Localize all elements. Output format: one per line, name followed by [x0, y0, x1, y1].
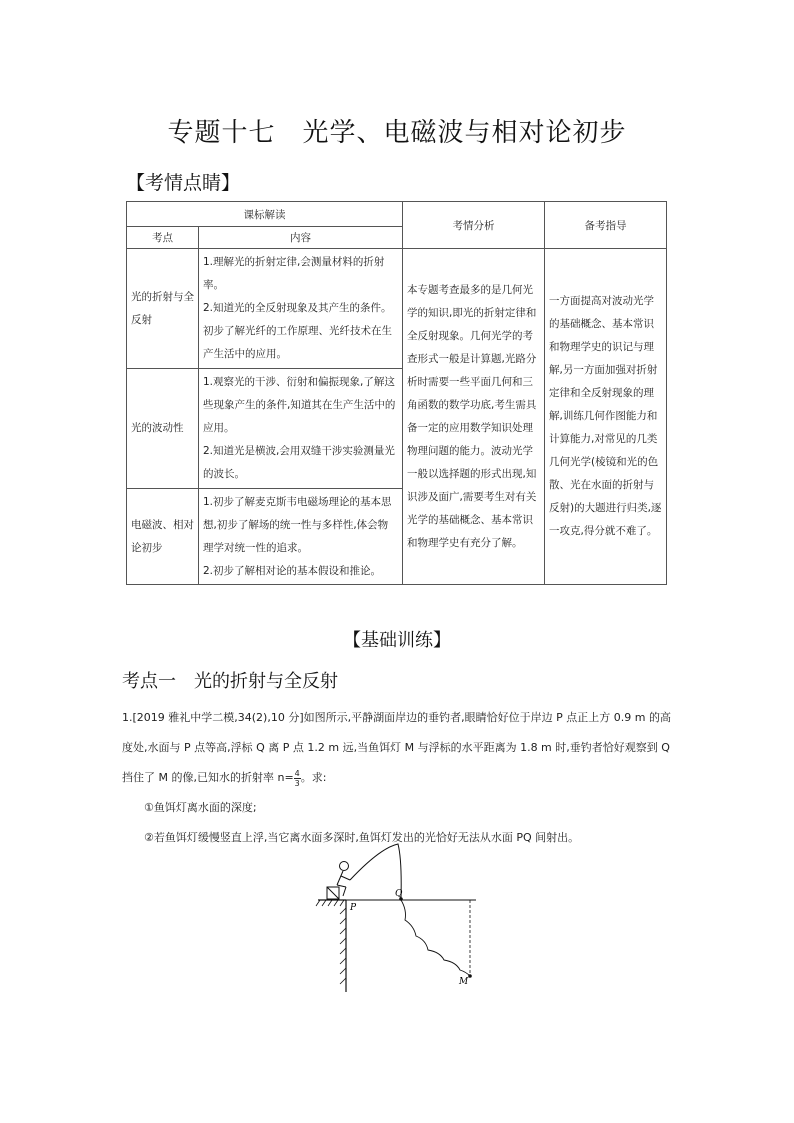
problem-stem [122, 703, 674, 793]
question-2: ②若鱼饵灯缓慢竖直上浮,当它离水面多深时,鱼饵灯发出的光恰好无法从水面 PQ 间射出。 [144, 831, 580, 844]
fraction-numerator: 4 [294, 768, 300, 778]
topic-cell-wave: 光的波动性 [127, 369, 199, 489]
refractive-index-fraction [294, 769, 301, 788]
content-cell-refraction [199, 249, 403, 369]
problem-stem-text: 1.[2019 雅礼中学二模,34(2),10 分]如图所示,平静湖面岸边的垂钓者,眼睛恰好位于岸边 P 点正上方 0.9 m 的高度处,水面与 P 点等高,浮标 Q 离 P 点 1.2 m 远,当鱼饵灯 M 与浮标的水平距离为 1.8 m 时,垂钓者恰好观察到 Q 挡住了 M 的像,已知水的折射率 n= [122, 711, 671, 784]
exam-analysis-table [126, 201, 667, 585]
label-q: Q [395, 889, 403, 899]
underwater-line [401, 900, 470, 976]
kaodian-heading: 考点一 光的折射与全反射 [122, 671, 338, 692]
label-p: P [350, 903, 357, 913]
analysis-header: 考情分析 [403, 202, 545, 249]
content-line: 2.知道光是横波,会用双缝干涉实验测量光的波长。 [203, 445, 395, 480]
content-line: 2.知道光的全反射现象及其产生的条件。初步了解光纤的工作原理、光纤技术在生产生活中的应用。 [203, 302, 392, 360]
content-cell-wave [199, 369, 403, 489]
fishing-diagram [310, 830, 490, 1000]
page-title: 专题十七 光学、电磁波与相对论初步 [167, 118, 627, 148]
ground-hatching [316, 900, 344, 906]
fishing-rod-line [350, 844, 401, 898]
fraction-denominator: 3 [294, 778, 300, 788]
topic-cell-em: 电磁波、相对论初步 [127, 489, 199, 585]
content-line: 1.观察光的干涉、衍射和偏振现象,了解这些现象产生的条件,知道其在生产生活中的应用。 [203, 376, 396, 434]
bank-hatching [340, 908, 346, 984]
question-1: ①鱼饵灯离水面的深度; [144, 801, 257, 814]
content-line: 2.初步了解相对论的基本假设和推论。 [203, 564, 382, 577]
guidance-cell: 一方面提高对波动光学的基础概念、基本常识和物理学史的识记与理解,另一方面加强对折射定律和全反射现象的理解,训练几何作图能力和计算能力,对常见的几类几何光学(棱镜和光的色散、光在水面的折射与反射)的大题进行归类,逐一攻克,得分就不难了。 [545, 249, 667, 585]
topic-cell-refraction: 光的折射与全反射 [127, 249, 199, 369]
section-heading: 【考情点睛】 [126, 172, 241, 194]
problem-stem-end: 。求: [300, 771, 327, 784]
content-cell-em [199, 489, 403, 585]
content-header: 内容 [199, 227, 403, 249]
training-heading: 【基础训练】 [343, 630, 451, 651]
label-m: M [459, 977, 469, 987]
guidance-header: 备考指导 [545, 202, 667, 249]
kaodian-header: 考点 [127, 227, 199, 249]
content-line: 1.初步了解麦克斯韦电磁场理论的基本思想,初步了解场的统一性与多样性,体会物理学对统一性的追求。 [203, 495, 392, 554]
analysis-cell: 本专题考查最多的是几何光学的知识,即光的折射定律和全反射现象。几何光学的考查形式一般是计算题,光路分析时需要一些平面几何和三角函数的数学功底,考生需具备一定的应用数学知识处理物理问题的能力。波动光学一般以选择题的形式出现,知识涉及面广,需要考生对有关光学的基础概念、基本常识和物理学史有充分了解。 [403, 249, 545, 585]
angler-figure [327, 862, 350, 900]
content-line: 1.理解光的折射定律,会测量材料的折射率。 [203, 256, 385, 291]
header-group-cell: 课标解读 [127, 202, 403, 227]
